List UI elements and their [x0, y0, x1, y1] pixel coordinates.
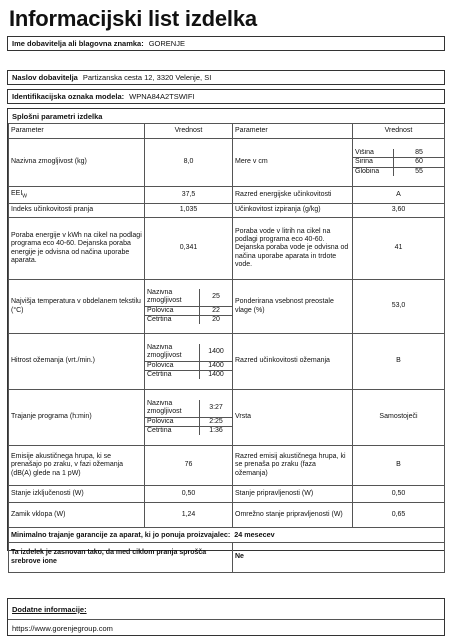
duration-label: Trajanje programa (h:min)	[9, 390, 145, 446]
duration-rated-label: Nazivna zmogljivost	[145, 400, 200, 417]
temp-subtable	[145, 289, 232, 325]
supplier-value: GORENJE	[148, 39, 185, 48]
table-row	[9, 528, 445, 543]
spin-class-value: B	[353, 334, 445, 390]
duration-rated-value: 3:27	[200, 400, 233, 417]
table-row	[9, 446, 445, 486]
table-row	[9, 543, 445, 573]
model-row	[7, 89, 445, 104]
eei-label: EEI	[11, 190, 23, 198]
spin-quarter-value: 1400	[208, 370, 224, 378]
depth-value: 55	[415, 167, 423, 175]
table-row	[9, 187, 445, 204]
dims-subtable	[353, 149, 444, 176]
spin-half-label: Polovica	[145, 361, 200, 370]
wash-index-label: Indeks učinkovitosti pranja	[9, 204, 145, 218]
spin-rated-value: 1400	[200, 344, 233, 361]
table-row	[9, 486, 445, 503]
energy-consumption-value: 0,341	[145, 218, 233, 280]
width-label: Širina	[353, 158, 394, 167]
model-value: WPNA84A2TSWIFI	[129, 92, 195, 101]
table-row	[9, 218, 445, 280]
extra-info-box	[7, 598, 445, 636]
depth-label: Globina	[353, 167, 394, 176]
rinse-label: Učinkovitost izpiranja (g/kg)	[233, 204, 353, 218]
duration-cell	[145, 390, 233, 446]
network-standby-value: 0,65	[353, 503, 445, 528]
eei-value: 37,5	[145, 187, 233, 204]
energy-class-label: Razred energijske učinkovitosti	[233, 187, 353, 204]
header-parameter-2: Parameter	[233, 124, 353, 139]
temp-half-label: Polovica	[145, 306, 200, 315]
temp-cell	[145, 280, 233, 334]
capacity-label: Nazivna zmogljivost (kg)	[9, 139, 145, 187]
header-value-2: Vrednost	[353, 124, 445, 139]
network-standby-label: Omrežno stanje pripravljenosti (W)	[233, 503, 353, 528]
warranty-cell	[9, 528, 445, 543]
spin-half-value: 1400	[200, 361, 233, 370]
noise-label: Emisije akustičnega hrupa, ki se prenašajo po zraku, v fazi ožemanja (dB(A) glede na 1 pW)	[9, 446, 145, 486]
moisture-label: Ponderirana vsebnost preostale vlage (%)	[233, 280, 353, 334]
off-mode-value: 0,50	[145, 486, 233, 503]
spin-subtable	[145, 344, 232, 380]
capacity-value: 8,0	[145, 139, 233, 187]
type-value: Samostoječi	[353, 390, 445, 446]
parameters-table-box	[7, 108, 445, 565]
dims-cell	[353, 139, 445, 187]
parameters-table	[8, 123, 445, 573]
type-label: Vrsta	[233, 390, 353, 446]
temp-quarter-value: 20	[212, 315, 220, 323]
noise-class-value: B	[353, 446, 445, 486]
address-label: Naslov dobavitelja	[12, 73, 78, 82]
header-parameter: Parameter	[9, 124, 145, 139]
silver-ions-label: Ta izdelek je zasnovan tako, da med ciklom pranja sprošča srebrove ione	[9, 543, 233, 573]
eei-label-cell	[9, 187, 145, 204]
rinse-value: 3,60	[353, 204, 445, 218]
temp-rated-value: 25	[200, 289, 233, 306]
duration-half-label: Polovica	[145, 417, 200, 426]
energy-class-value: A	[353, 187, 445, 204]
spin-rated-label: Nazivna zmogljivost	[145, 344, 200, 361]
table-row	[9, 204, 445, 218]
extra-info-url[interactable]: https://www.gorenjegroup.com	[8, 619, 444, 633]
address-row	[7, 70, 445, 85]
off-mode-label: Stanje izključenosti (W)	[9, 486, 145, 503]
duration-quarter-label: Četrtina	[145, 426, 200, 435]
spin-label: Hitrost ožemanja (vrt./min.)	[9, 334, 145, 390]
water-consumption-value: 41	[353, 218, 445, 280]
address-value: Partizanska cesta 12, 3320 Velenje, SI	[82, 73, 212, 82]
header-value: Vrednost	[145, 124, 233, 139]
noise-class-label: Razred emisij akustičnega hrupa, ki se prenaša po zraku (faza ožemanja)	[233, 446, 353, 486]
table-row	[9, 139, 445, 187]
delay-start-label: Zamik vklopa (W)	[9, 503, 145, 528]
height-label: Višina	[353, 149, 394, 158]
spin-cell	[145, 334, 233, 390]
duration-half-value: 2:25	[200, 417, 233, 426]
delay-start-value: 1,24	[145, 503, 233, 528]
standby-label: Stanje pripravljenosti (W)	[233, 486, 353, 503]
noise-value: 76	[145, 446, 233, 486]
warranty-label: Minimalno trajanje garancije za aparat, ki jo ponuja proizvajalec:	[11, 529, 231, 539]
width-value: 60	[394, 158, 445, 167]
spin-quarter-label: Četrtina	[145, 370, 200, 379]
duration-subtable	[145, 400, 232, 436]
section-title: Splošni parametri izdelka	[12, 111, 103, 121]
table-row	[9, 390, 445, 446]
table-row	[9, 503, 445, 528]
spin-class-label: Razred učinkovitosti ožemanja	[233, 334, 353, 390]
temp-half-value: 22	[200, 306, 233, 315]
temp-rated-label: Nazivna zmogljivost	[145, 289, 200, 306]
table-row	[9, 280, 445, 334]
water-consumption-label: Poraba vode v litrih na cikel na podlagi programa eco 40-60. Dejanska poraba vode je odvisna od načina uporabe aparata in trdote vode.	[233, 218, 353, 280]
duration-quarter-value: 1:36	[209, 426, 223, 434]
moisture-value: 53,0	[353, 280, 445, 334]
extra-info-label: Dodatne informacije:	[12, 605, 87, 614]
supplier-label: Ime dobavitelja ali blagovna znamka:	[12, 39, 144, 48]
energy-consumption-label: Poraba energije v kWh na cikel na podlagi programa eco 40-60. Dejanska poraba energije je odvisna od načina uporabe aparata.	[9, 218, 145, 280]
temp-label: Najvišja temperatura v obdelanem tekstilu (°C)	[9, 280, 145, 334]
eei-subscript: W	[22, 193, 28, 200]
standby-value: 0,50	[353, 486, 445, 503]
dims-label: Mere v cm	[233, 139, 353, 187]
silver-ions-value: Ne	[233, 543, 445, 573]
table-row	[9, 334, 445, 390]
table-row	[9, 124, 445, 139]
warranty-value: 24 mesecev	[234, 529, 275, 539]
page-title: Informacijski list izdelka	[9, 6, 257, 31]
height-value: 85	[394, 149, 445, 158]
temp-quarter-label: Četrtina	[145, 315, 200, 324]
model-label: Identifikacijska oznaka modela:	[12, 92, 125, 101]
wash-index-value: 1,035	[145, 204, 233, 218]
supplier-row	[7, 36, 445, 51]
